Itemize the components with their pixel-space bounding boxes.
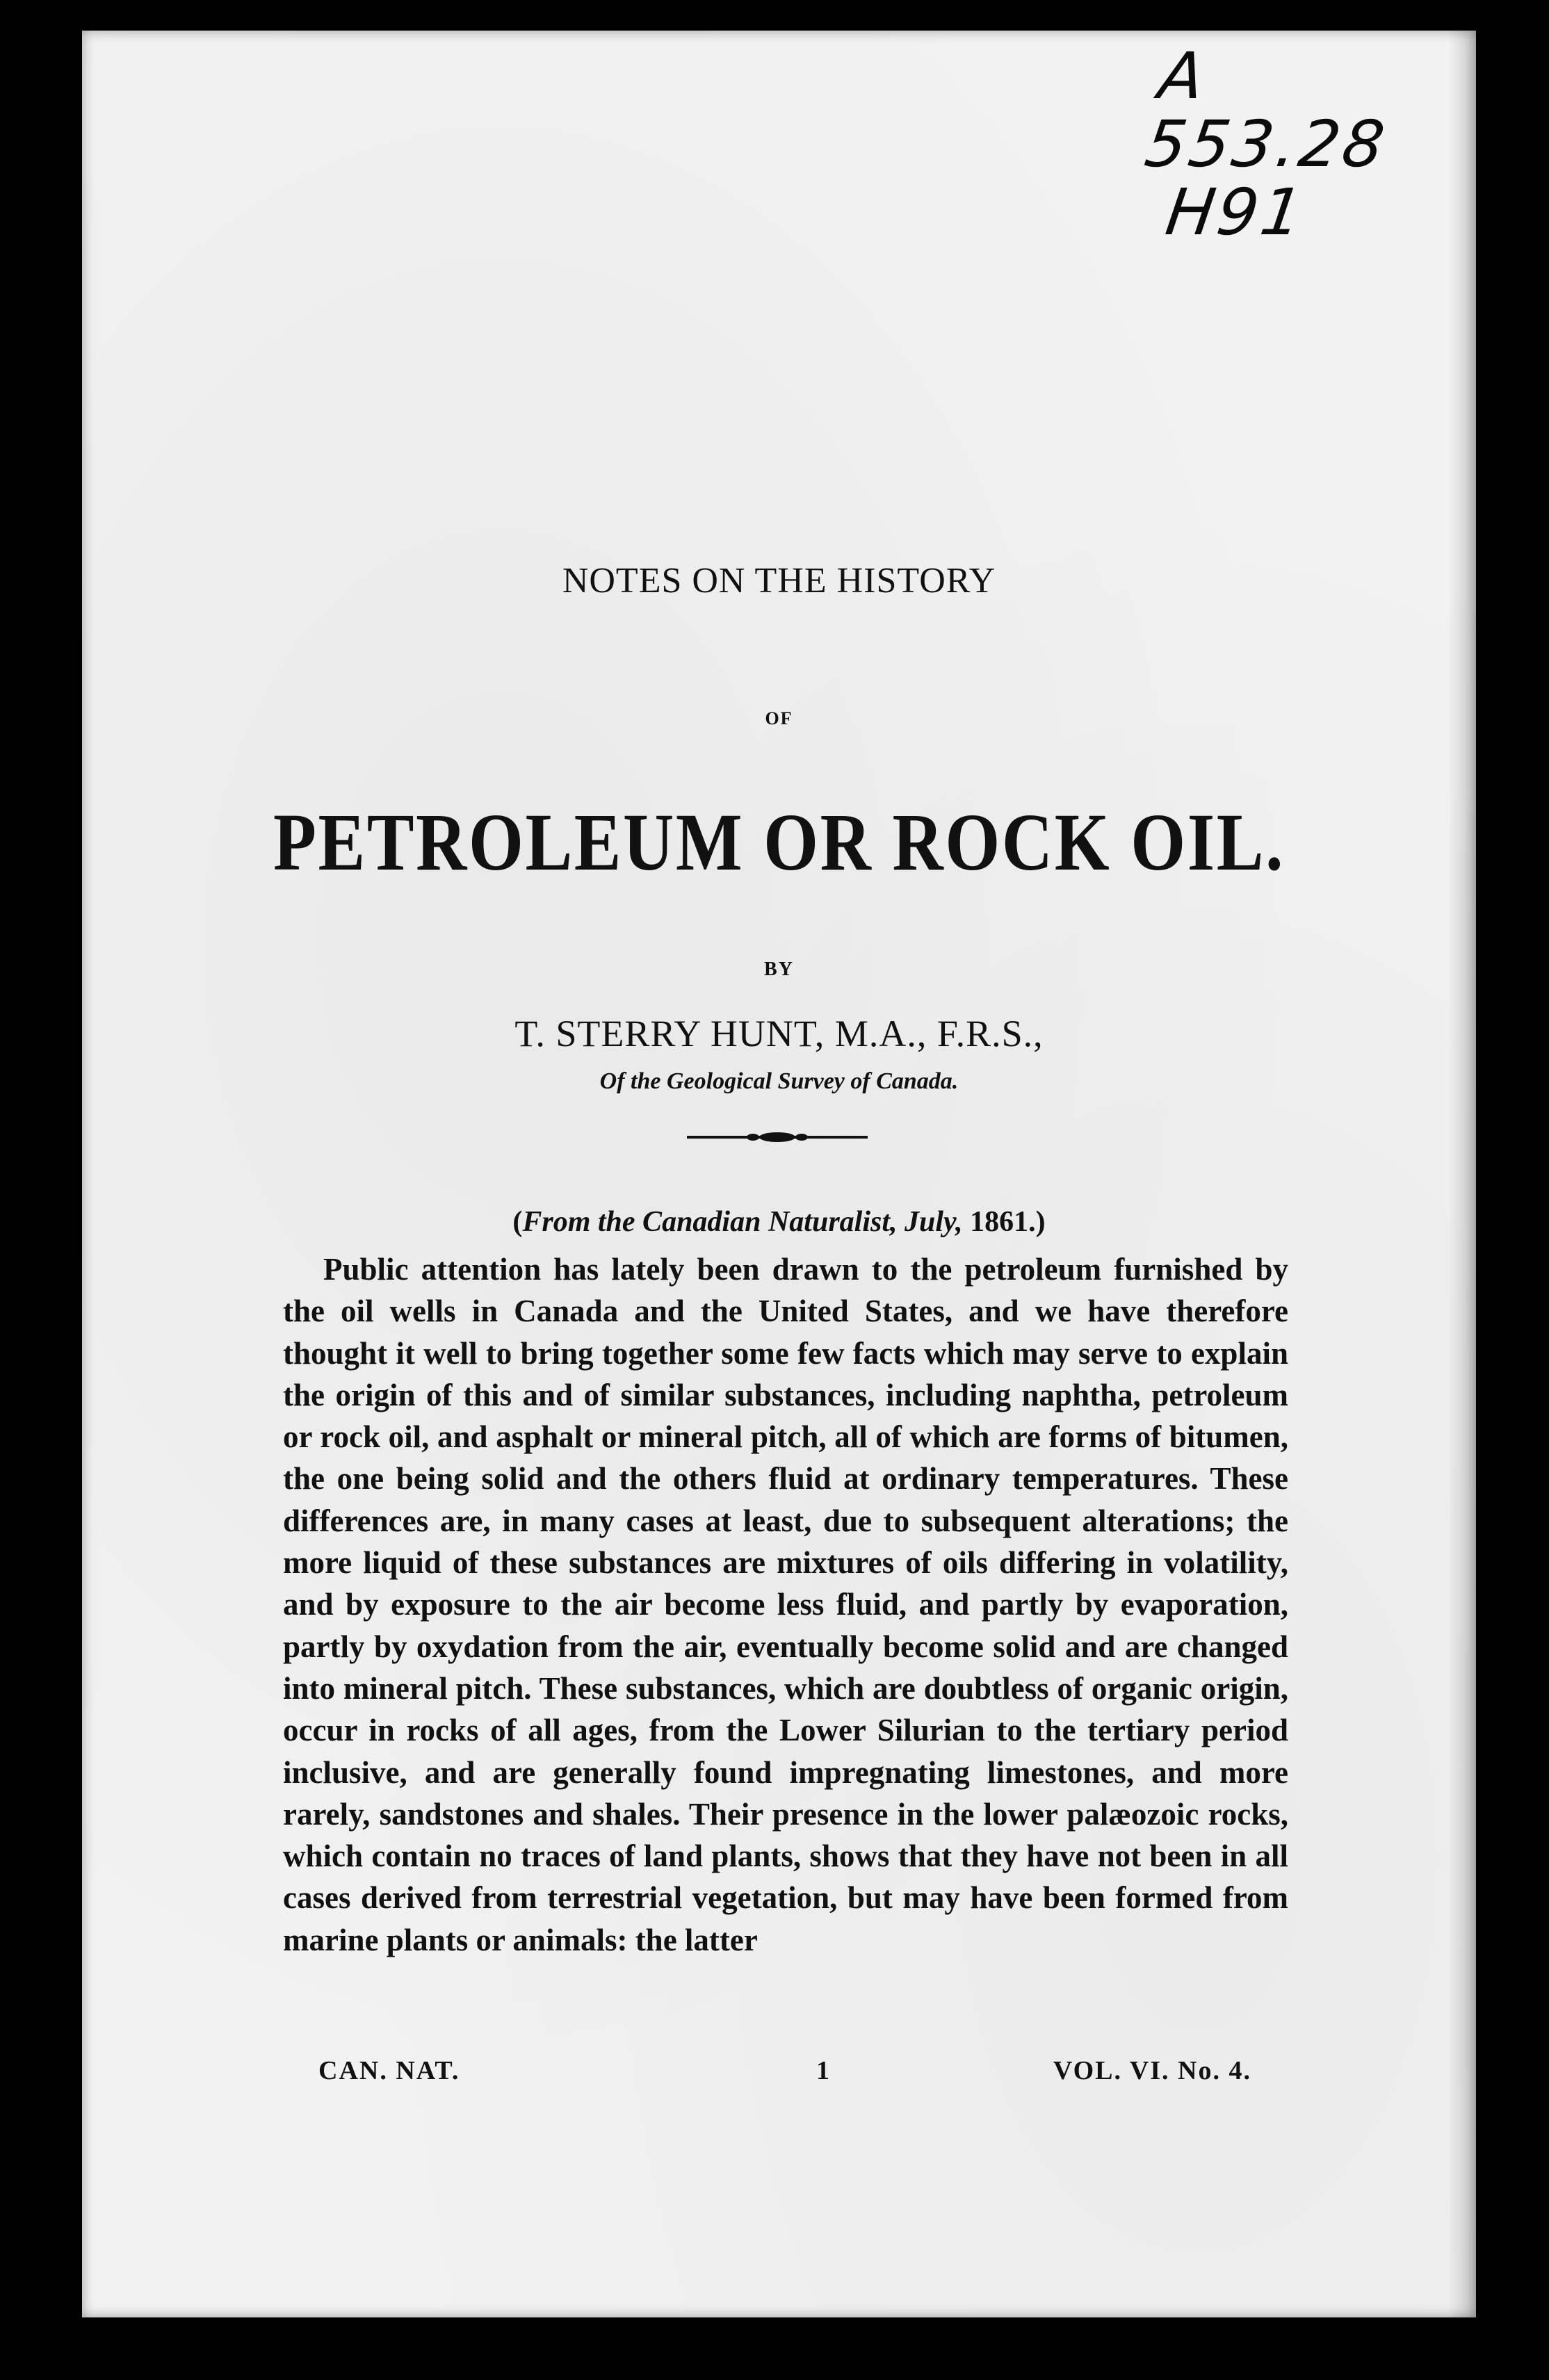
by-label: BY	[764, 959, 794, 980]
source-year: 1861.)	[962, 1206, 1046, 1238]
page-edge-shadow	[1448, 31, 1476, 2317]
source-open-paren: (	[512, 1206, 523, 1238]
source-journal: From the Canadian Naturalist, July,	[522, 1206, 963, 1238]
library-call-number	[1139, 39, 1459, 250]
footer-page-number: 1	[816, 2056, 831, 2085]
author-affiliation: Of the Geological Survey of Canada.	[599, 1068, 959, 1094]
call-number-line-1: A	[1154, 39, 1212, 113]
title-line-1: NOTES ON THE HISTORY	[562, 561, 996, 601]
source-citation	[82, 1205, 1476, 1239]
title-of: OF	[765, 708, 793, 728]
footer-journal-abbrev: CAN. NAT.	[318, 2056, 460, 2085]
call-number-line-2: 553.28	[1140, 107, 1392, 181]
call-number-line-3: H91	[1161, 175, 1310, 250]
main-title: PETROLEUM OR ROCK OIL.	[273, 797, 1286, 888]
footer-volume: VOL. VI. No. 4.	[1053, 2056, 1251, 2085]
body-paragraph: Public attention has lately been drawn to the petroleum furnished by the oil wells in Canada and the United States, and we have therefore thought it well to bring together some few facts which may serve to explain the origin of this and of similar substances, including naphtha, petroleum or rock oil, and asphalt or mineral pitch, all of which are forms of bitumen, the one being solid and the others fluid at ordinary temperatures. These differences are, in many cases at least, due to subsequent alterations; the more liquid of these substances are mixtures of oils differing in volatility, and by exposure to the air become less fluid, and partly by evaporation, partly by oxydation from the air, eventually become solid and are changed into mineral pitch. These substances, which are doubtless of organic origin, occur in rocks of all ages, from the Lower Silurian to the tertiary period inclusive, and are generally found impregnating limestones, and more rarely, sandstones and shales. Their presence in the lower palæozoic rocks, which contain no traces of land plants, shows that they have not been in all cases derived from terrestrial vegetation, but may have been formed from marine plants or animals: the latter	[283, 1252, 1288, 1957]
document-page	[82, 31, 1476, 2317]
ornament-rule	[687, 1132, 868, 1142]
author-name: T. STERRY HUNT, M.A., F.R.S.,	[514, 1013, 1044, 1054]
